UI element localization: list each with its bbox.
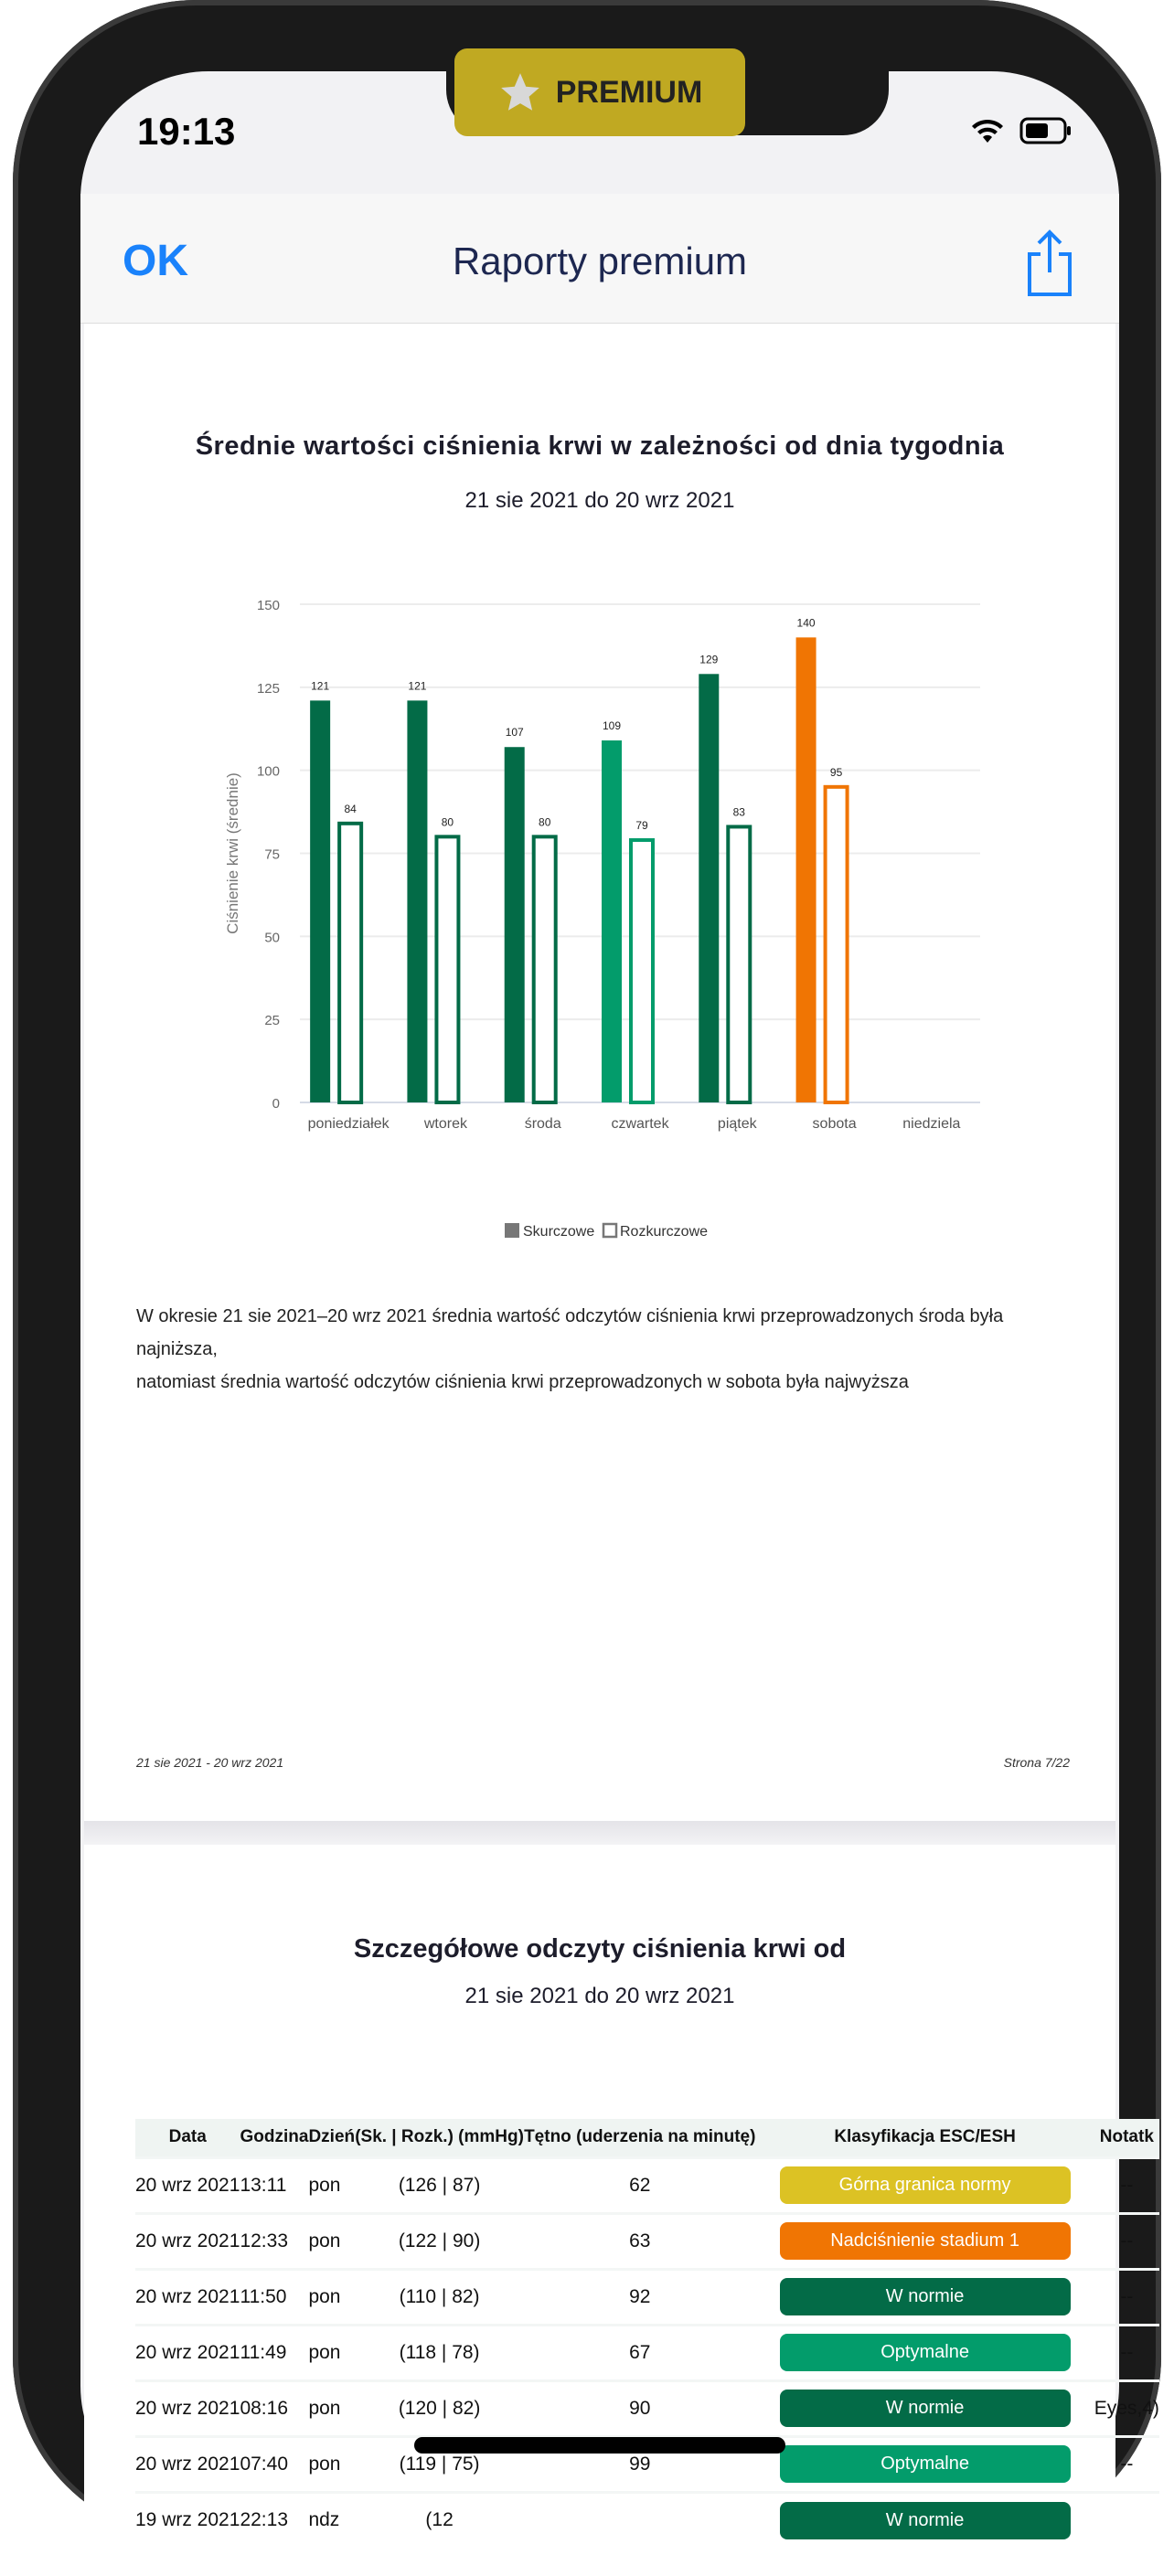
chart-title: Średnie wartości ciśnienia krwi w zależności od dnia tygodnia <box>195 431 1005 461</box>
cell-time: 22:13 <box>240 2492 308 2548</box>
column-header[interactable]: Data <box>135 2119 240 2157</box>
status-time: 19:13 <box>137 110 236 153</box>
cell-time: 08:16 <box>240 2380 308 2436</box>
cell-date: 20 wrz 2021 <box>135 2436 240 2492</box>
x-tick-label: wtorek <box>423 1116 467 1132</box>
cell-day: ndz <box>308 2492 355 2548</box>
y-tick-label: 125 <box>256 680 280 697</box>
classification-badge: Górna granica normy <box>780 2166 1071 2204</box>
cell-day: pon <box>308 2213 355 2269</box>
status-icons <box>969 117 1072 144</box>
cell-note: Eyes,4) <box>1094 2380 1159 2436</box>
cell-pulse: 92 <box>524 2269 755 2325</box>
x-tick-label: czwartek <box>611 1116 669 1132</box>
cell-note <box>1094 2492 1159 2548</box>
y-tick-label: 100 <box>256 763 280 780</box>
cell-date: 20 wrz 2021 <box>135 2380 240 2436</box>
cell-day: pon <box>308 2436 355 2492</box>
legend-label: Rozkurczowe <box>620 1224 709 1240</box>
table-row[interactable] <box>135 2492 1159 2548</box>
classification-badge: Nadciśnienie stadium 1 <box>780 2222 1071 2260</box>
cell-day: pon <box>308 2380 355 2436</box>
cell-day: pon <box>308 2325 355 2380</box>
bar-systolic <box>407 700 427 1102</box>
table-row[interactable] <box>135 2157 1159 2213</box>
table-row[interactable] <box>135 2269 1159 2325</box>
phone-frame <box>13 0 1161 2539</box>
screen <box>80 71 1159 2531</box>
classification-badge: W normie <box>780 2502 1071 2539</box>
cell-bp: (110 | 82) <box>355 2269 524 2325</box>
cell-note: -- <box>1094 2325 1159 2380</box>
cell-date: 20 wrz 2021 <box>135 2157 240 2213</box>
cell-pulse: 67 <box>524 2325 755 2380</box>
cell-class <box>756 2269 1094 2325</box>
bar-diastolic <box>631 840 653 1102</box>
cell-note: -- <box>1094 2269 1159 2325</box>
cell-time: 13:11 <box>240 2157 308 2213</box>
bar-label: 80 <box>539 815 551 829</box>
y-tick-label: 25 <box>264 1013 280 1029</box>
cell-class <box>756 2213 1094 2269</box>
nav-bar <box>80 194 1119 324</box>
cell-date: 20 wrz 2021 <box>135 2325 240 2380</box>
share-icon[interactable] <box>1022 227 1077 300</box>
classification-badge: Optymalne <box>780 2445 1071 2483</box>
star-icon <box>497 69 543 115</box>
x-tick-label: niedziela <box>902 1116 961 1132</box>
classification-badge: W normie <box>780 2390 1071 2427</box>
cell-date: 19 wrz 2021 <box>135 2492 240 2548</box>
legend-swatch-systolic <box>505 1223 519 1238</box>
summary-line-2: natomiast średnia wartość odczytów ciśnienia krwi przeprowadzonych w sobota była najwyższa <box>136 1372 909 1392</box>
cell-note: -- <box>1094 2213 1159 2269</box>
cell-day: pon <box>308 2157 355 2213</box>
y-axis-label: Ciśnienie krwi (średnie) <box>224 772 241 934</box>
cell-class <box>756 2436 1094 2492</box>
bar-diastolic <box>826 787 848 1102</box>
bar-label: 121 <box>311 679 330 693</box>
bar-label: 83 <box>732 805 745 819</box>
cell-time: 12:33 <box>240 2213 308 2269</box>
table-row[interactable] <box>135 2213 1159 2269</box>
cell-date: 20 wrz 2021 <box>135 2213 240 2269</box>
y-tick-label: 0 <box>272 1096 280 1112</box>
bar-systolic <box>505 747 525 1102</box>
footer-date-range: 21 sie 2021 - 20 wrz 2021 <box>136 1755 284 1770</box>
bar-label: 95 <box>829 765 843 779</box>
bar-systolic <box>796 637 816 1102</box>
y-tick-label: 50 <box>264 930 280 946</box>
bar-systolic <box>602 740 622 1102</box>
cell-day: pon <box>308 2269 355 2325</box>
wifi-icon <box>969 117 1006 144</box>
cell-class <box>756 2157 1094 2213</box>
cell-bp: (122 | 90) <box>355 2213 524 2269</box>
summary-line-1: W okresie 21 sie 2021–20 wrz 2021 średnia wartość odczytów ciśnienia krwi przeprowadzonych środa była najniższa, <box>136 1306 1004 1359</box>
footer-page-number: Strona 7/22 <box>1003 1755 1070 1770</box>
classification-badge: Optymalne <box>780 2334 1071 2371</box>
cell-date: 20 wrz 2021 <box>135 2269 240 2325</box>
table-subtitle: 21 sie 2021 do 20 wrz 2021 <box>464 1984 735 2008</box>
cell-note: -- <box>1094 2436 1159 2492</box>
column-header[interactable]: Godzina <box>240 2119 308 2157</box>
cell-pulse: 90 <box>524 2380 755 2436</box>
bar-diastolic <box>436 836 458 1102</box>
bar-diastolic <box>339 824 361 1102</box>
bar-label: 129 <box>699 653 719 666</box>
bar-label: 121 <box>408 679 427 693</box>
chart-subtitle: 21 sie 2021 do 20 wrz 2021 <box>464 488 735 513</box>
table-row[interactable] <box>135 2325 1159 2380</box>
home-indicator[interactable] <box>414 2437 785 2454</box>
column-header[interactable]: Klasyfikacja ESC/ESH <box>756 2119 1094 2157</box>
y-tick-label: 150 <box>256 598 280 613</box>
cell-bp: (120 | 82) <box>355 2380 524 2436</box>
readings-table <box>135 2119 1159 2548</box>
x-tick-label: poniedziałek <box>307 1116 390 1132</box>
bar-label: 109 <box>602 719 622 732</box>
report-page-8 <box>84 1845 1159 2576</box>
column-header[interactable]: Dzień <box>308 2119 355 2157</box>
cell-pulse <box>524 2492 755 2548</box>
cell-pulse: 63 <box>524 2213 755 2269</box>
report-page-7 <box>84 324 1115 1821</box>
legend-swatch-diastolic <box>603 1224 616 1237</box>
bar-label: 80 <box>441 815 454 829</box>
nav-title: Raporty premium <box>452 240 748 282</box>
cell-class <box>756 2380 1094 2436</box>
cell-bp: (126 | 87) <box>355 2157 524 2213</box>
table-row[interactable] <box>135 2380 1159 2436</box>
ok-button[interactable]: OK <box>123 237 188 285</box>
page-separator <box>84 1821 1115 1845</box>
column-header[interactable]: Notatk <box>1094 2119 1159 2157</box>
cell-class <box>756 2325 1094 2380</box>
x-tick-label: środa <box>524 1116 561 1132</box>
cell-bp: (12 <box>355 2492 524 2548</box>
bar-diastolic <box>534 836 556 1102</box>
y-tick-label: 75 <box>264 846 280 863</box>
bar-systolic <box>310 700 330 1102</box>
cell-bp: (119 | 75) <box>355 2436 524 2492</box>
premium-label: PREMIUM <box>555 74 703 110</box>
cell-class <box>756 2492 1094 2548</box>
legend-label: Skurczowe <box>523 1224 595 1240</box>
bar-label: 84 <box>344 802 357 815</box>
cell-bp: (118 | 78) <box>355 2325 524 2380</box>
cell-time: 07:40 <box>240 2436 308 2492</box>
bar-systolic <box>699 674 719 1102</box>
x-tick-label: piątek <box>717 1116 757 1132</box>
premium-badge[interactable] <box>454 48 745 136</box>
summary-paragraph <box>136 1300 1087 1399</box>
cell-note: -- <box>1094 2157 1159 2213</box>
bar-label: 107 <box>505 726 524 740</box>
table-title: Szczegółowe odczyty ciśnienia krwi od <box>353 1934 847 1964</box>
cell-pulse: 99 <box>524 2436 755 2492</box>
column-header[interactable]: (Sk. | Rozk.) (mmHg) <box>355 2119 524 2157</box>
cell-time: 11:49 <box>240 2325 308 2380</box>
bar-label: 79 <box>635 818 648 832</box>
bar-label: 140 <box>796 616 816 630</box>
bar-diastolic <box>728 826 750 1102</box>
battery-icon <box>1020 117 1072 144</box>
column-header[interactable]: Tętno (uderzenia na minutę) <box>524 2119 755 2157</box>
cell-time: 11:50 <box>240 2269 308 2325</box>
x-tick-label: sobota <box>812 1116 857 1132</box>
classification-badge: W normie <box>780 2278 1071 2315</box>
cell-pulse: 62 <box>524 2157 755 2213</box>
